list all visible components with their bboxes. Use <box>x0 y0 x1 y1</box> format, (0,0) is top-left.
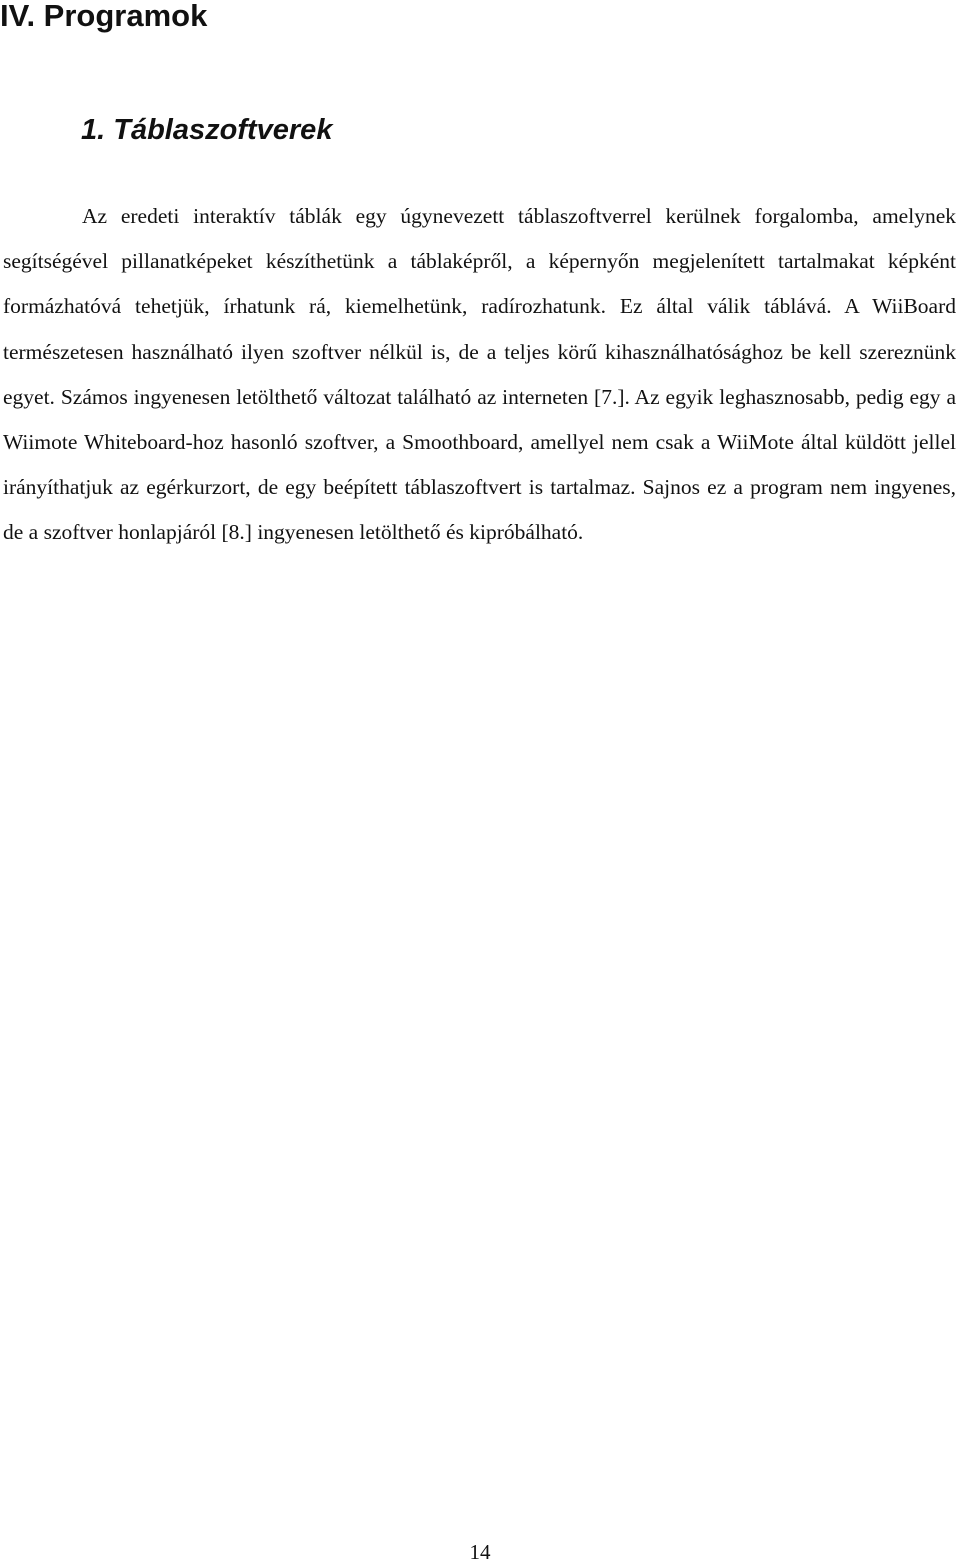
section-title: 1. Táblaszoftverek <box>81 114 333 146</box>
page-number: 14 <box>469 1540 491 1564</box>
body-paragraph: Az eredeti interaktív táblák egy úgynevezett táblaszoftverrel kerülnek forgalomba, amelynek segítségével pillanatképeket készíthetünk a táblaképről, a képernyőn megjelenített tartalmakat képként formázhatóvá tehetjük, írhatunk rá, kiemelhetünk, radírozhatunk. Ez által válik táblává. A WiiBoard természetesen használható ilyen szoftver nélkül is, de a teljes körű kihasználhatósághoz be kell szereznünk egyet. Számos ingyenesen letölthető változat található az interneten [7.]. Az egyik leghasznosabb, pedig egy a Wiimote Whiteboard-hoz hasonló szoftver, a Smoothboard, amellyel nem csak a WiiMote által küldött jellel irányíthatjuk az egérkurzort, de egy beépített táblaszoftvert is tartalmaz. Sajnos ez a program nem ingyenes, de a szoftver honlapjáról [8.] ingyenesen letölthető és kipróbálható. <box>3 204 956 545</box>
chapter-title: IV. Programok <box>0 0 208 33</box>
